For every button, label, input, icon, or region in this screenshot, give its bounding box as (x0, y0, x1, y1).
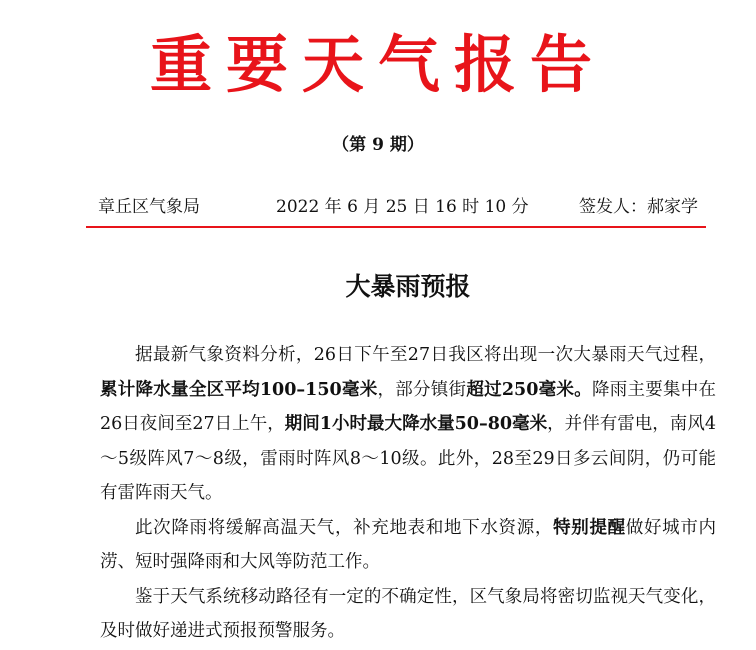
highlight-segment: 期间1小时最大降水量50–80毫米 (284, 414, 548, 434)
text-segment: 此次降雨将缓解高温天气，补充地表和地下水资源， (135, 517, 554, 538)
paragraph-monitoring (100, 580, 716, 649)
text-segment: ，并伴有雷电，南风4～5级阵风7～8级，雷雨时阵风8～10级。此外，28至29日多云间阴，仍可能有雷阵雨天气。 (100, 414, 716, 503)
text-segment: 据最新气象资料分析，26日下午至27日我区将出现一次大暴雨天气过程， (135, 345, 716, 365)
highlight-segment: 累计降水量全区平均100–150毫米 (100, 379, 378, 400)
text-segment: 降雨主要集中在26日夜间至27日上午， (100, 379, 717, 434)
red-divider-line (86, 226, 706, 228)
issue-datetime: 2022 年 6 月 25 日 16 时 10 分 (276, 197, 529, 217)
paragraph-forecast (100, 338, 716, 511)
masthead-title: 重要天气报告 (149, 28, 606, 101)
paragraph-impact (100, 511, 716, 580)
report-body (100, 338, 716, 649)
highlight-segment: 特别提醒 (553, 517, 626, 538)
text-segment: ，部分镇街 (377, 379, 467, 400)
issuing-agency: 章丘区气象局 (98, 197, 200, 217)
text-segment: 做好城市内涝、短时强降雨和大风等防范工作。 (100, 517, 717, 572)
highlight-segment: 超过250毫米。 (466, 379, 592, 400)
issuance-info-row (86, 193, 704, 221)
text-segment: 鉴于天气系统移动路径有一定的不确定性，区气象局将密切监视天气变化，及时做好递进式预报预警服务。 (100, 586, 716, 641)
issuer-name: 签发人：郝家学 (579, 197, 698, 217)
issue-number: （第 9 期） (332, 135, 424, 155)
report-title: 大暴雨预报 (345, 272, 471, 301)
